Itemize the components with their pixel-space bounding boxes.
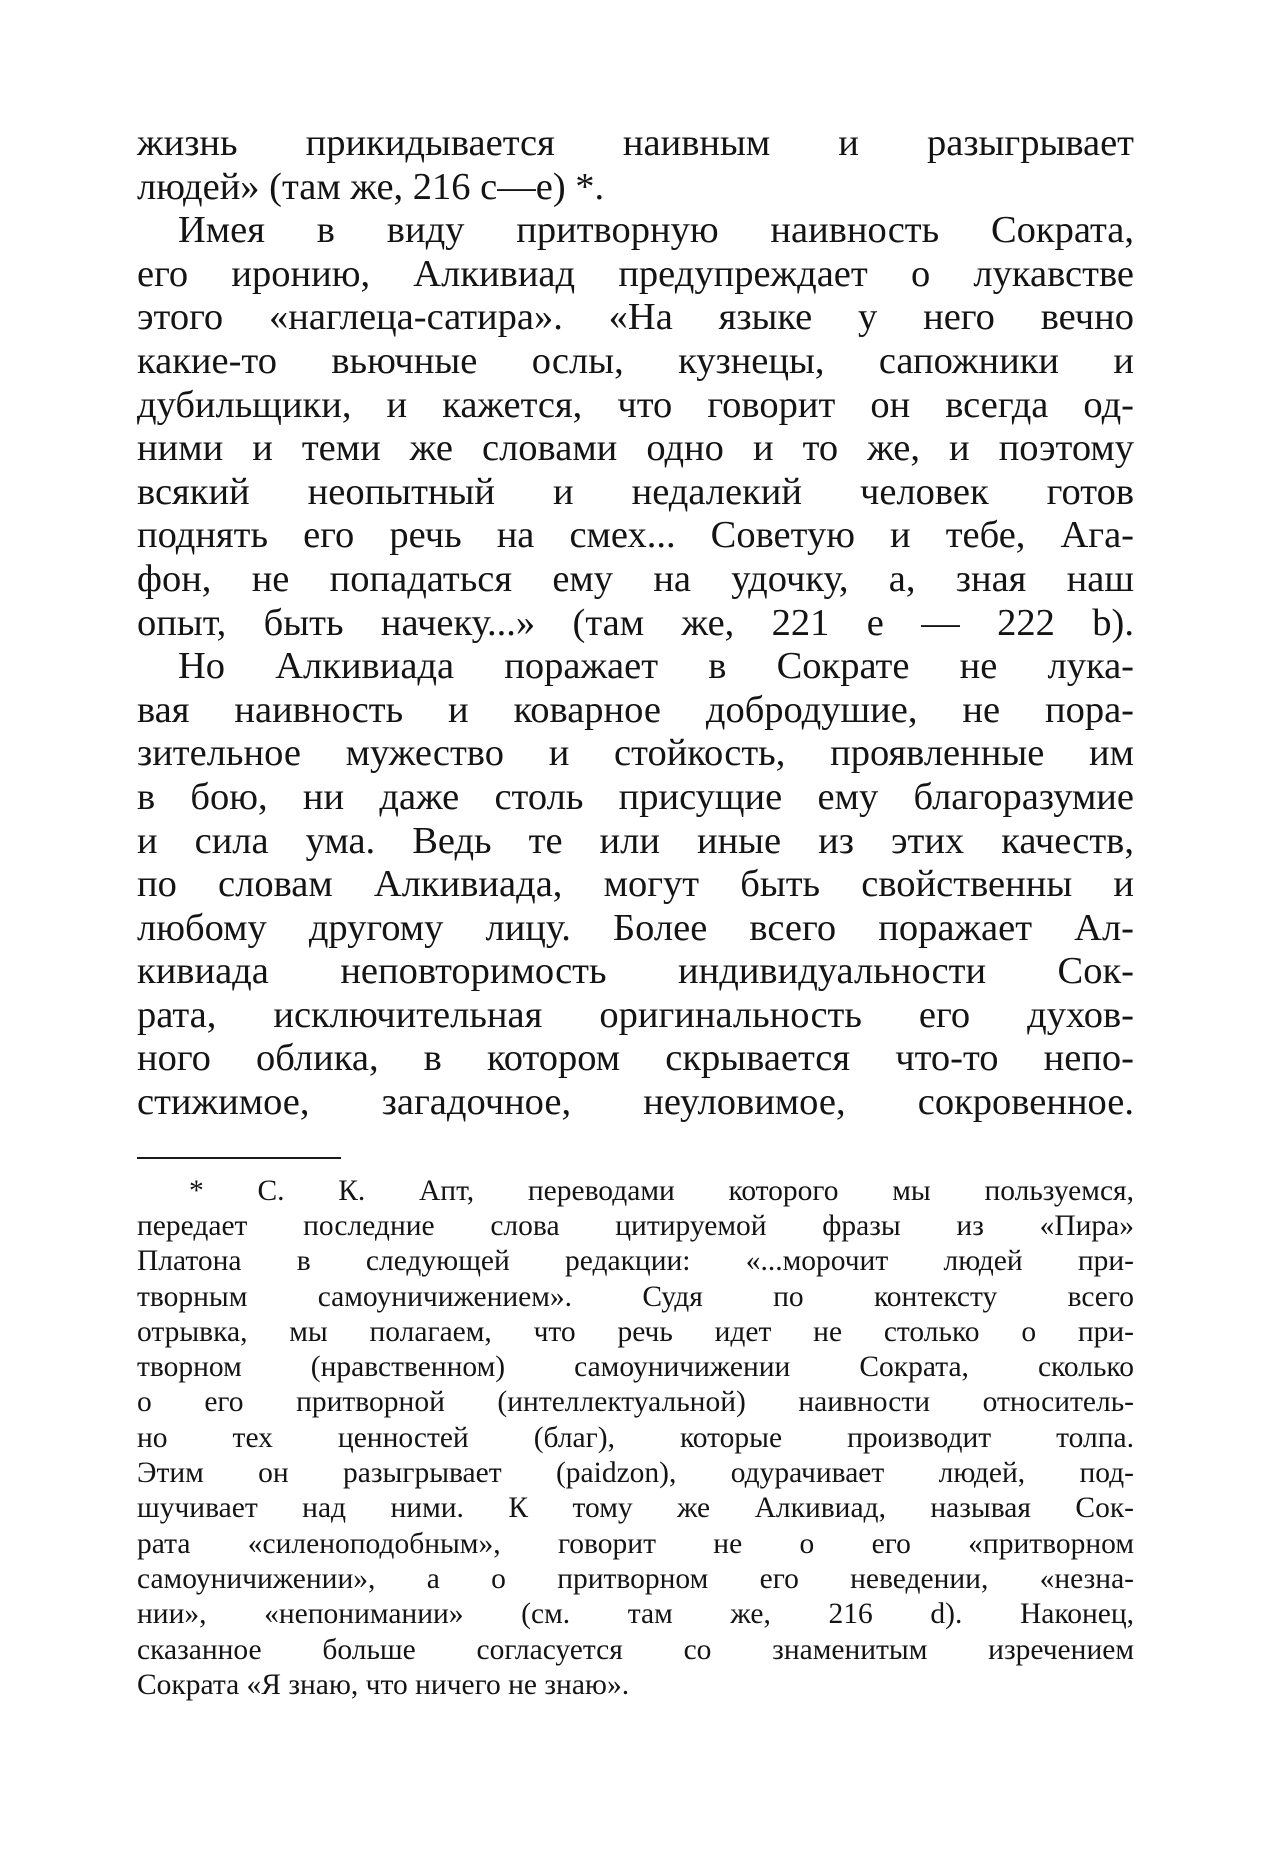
footnote-line: творным самоуничижением». Судя по контексту всего (137, 1280, 1134, 1313)
footnote-line: творном (нравственном) самоуничижении Сократа, сколько (137, 1351, 1134, 1384)
text-line: стижимое, загадочное, неуловимое, сокровенное. (137, 1081, 1134, 1124)
text-line: ного облика, в котором скрывается что-то непо- (137, 1037, 1134, 1080)
text-line: всякий неопытный и недалекий человек готов (137, 470, 1134, 513)
text-line: его иронию, Алкивиад предупреждает о лукавстве (137, 252, 1134, 295)
text-line: опыт, быть начеку...» (там же, 221 е — 222 b). (137, 601, 1134, 644)
footnote-line: Этим он разыгрывает (paidzon), одурачивает людей, под- (137, 1457, 1134, 1490)
text-line: любому другому лицу. Более всего поражает Ал- (137, 906, 1134, 949)
text-line: людей» (там же, 216 с—е) *. (137, 165, 605, 208)
text-line: по словам Алкивиада, могут быть свойственны и (137, 863, 1134, 906)
text-line: ними и теми же словами одно и то же, и поэтому (137, 427, 1134, 470)
text-line: поднять его речь на смех... Советую и тебе, Ага- (137, 514, 1134, 557)
footnote-line: Платона в следующей редакции: «...морочит людей при- (137, 1245, 1134, 1278)
text-line: дубильщики, и кажется, что говорит он всегда од- (137, 383, 1134, 426)
footnote-line: сказанное больше согласуется со знаменитым изречением (137, 1633, 1134, 1666)
footnote-line: отрывка, мы полагаем, что речь идет не столько о при- (137, 1315, 1134, 1348)
main-text (137, 122, 1134, 1125)
text-line: в бою, ни даже столь присущие ему благоразумие (137, 775, 1134, 818)
text-line: какие-то вьючные ослы, кузнецы, сапожники и (137, 339, 1134, 382)
footnote (137, 1174, 1134, 1703)
text-line: этого «наглеца-сатира». «На языке у него вечно (137, 296, 1134, 339)
text-line: вая наивность и коварное добродушие, не пора- (137, 688, 1134, 731)
footnote-line: самоуничижении», а о притворном его неведении, «незна- (137, 1562, 1134, 1595)
text-line: зительное мужество и стойкость, проявленные им (137, 732, 1134, 775)
footnote-line: передает последние слова цитируемой фразы из «Пира» (137, 1209, 1134, 1242)
footnote-line: Сократа «Я знаю, что ничего не знаю». (137, 1668, 630, 1701)
paragraph-start-line: Имея в виду притворную наивность Сократа, (178, 209, 1134, 252)
text-line: рата, исключительная оригинальность его духов- (137, 993, 1134, 1036)
paragraph-start-line: Но Алкивиада поражает в Сократе не лука- (178, 645, 1134, 688)
footnote-separator (137, 1157, 341, 1159)
footnote-line: но тех ценностей (благ), которые производит толпа. (137, 1421, 1134, 1454)
text-line: жизнь прикидывается наивным и разыгрывает (137, 122, 1134, 164)
footnote-line: шучивает над ними. К тому же Алкивиад, называя Сок- (137, 1492, 1134, 1525)
footnote-line: о его притворной (интеллектуальной) наивности относитель- (137, 1386, 1134, 1419)
text-line: кивиада неповторимость индивидуальности Сок- (137, 950, 1134, 993)
book-page (137, 122, 1134, 1703)
footnote-line: * С. К. Апт, переводами которого мы пользуемся, (189, 1174, 1134, 1207)
text-line: фон, не попадаться ему на удочку, а, зная наш (137, 557, 1134, 600)
text-line: и сила ума. Ведь те или иные из этих качеств, (137, 819, 1134, 862)
footnote-line: нии», «непонимании» (см. там же, 216 d). Наконец, (137, 1598, 1134, 1631)
footnote-line: рата «силеноподобным», говорит не о его «притворном (137, 1527, 1134, 1560)
